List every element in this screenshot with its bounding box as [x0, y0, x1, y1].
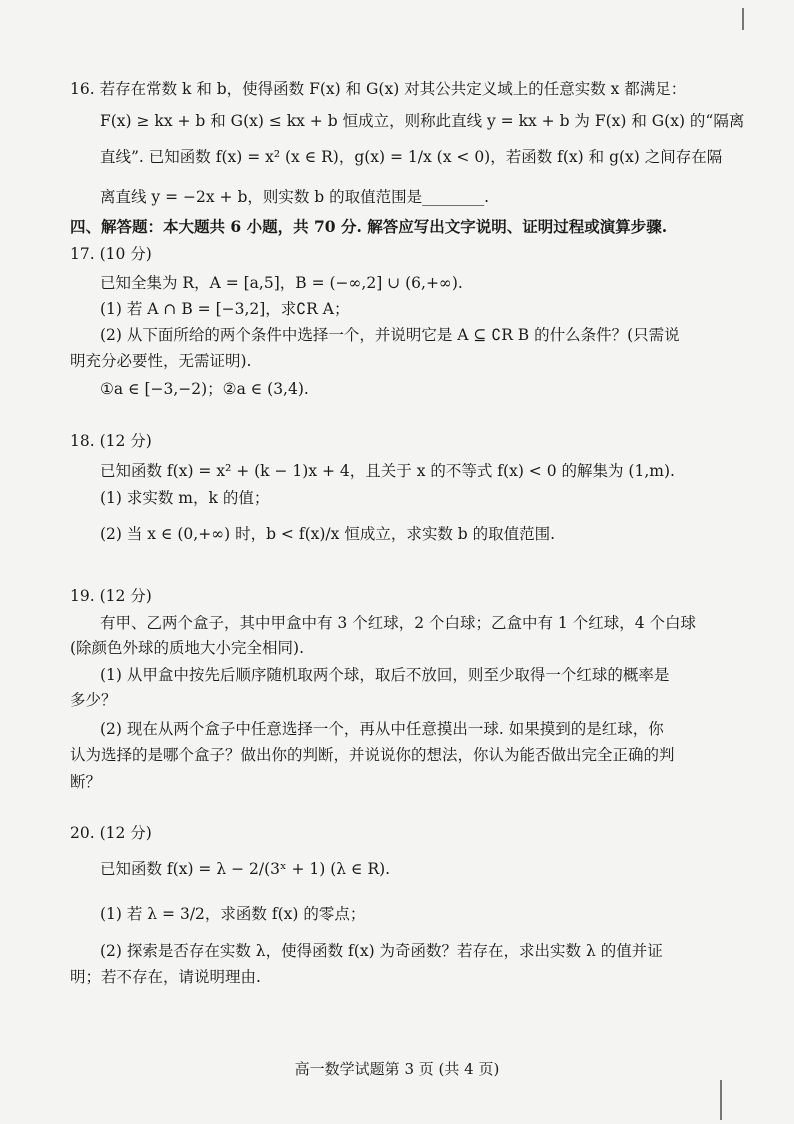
page-footer: 高一数学试题第 3 页 (共 4 页)	[294, 1060, 500, 1078]
q17-line-1: 已知全集为 R，A = [a,5]，B = (−∞,2] ∪ (6,+∞).	[100, 274, 463, 292]
q17-heading: 17. (10 分)	[70, 245, 152, 263]
q16-line-1: 16. 若存在常数 k 和 b，使得函数 F(x) 和 G(x) 对其公共定义域上的任意实数 x 都满足：	[70, 80, 687, 98]
q19-heading: 19. (12 分)	[70, 587, 152, 605]
q19-line-5: (2) 现在从两个盒子中任意选择一个，再从中任意摸出一球. 如果摸到的是红球，你	[100, 720, 664, 738]
q18-line-1: 已知函数 f(x) = x² + (k − 1)x + 4，且关于 x 的不等式 f(x) < 0 的解集为 (1,m).	[100, 462, 675, 480]
q20-line-3: (2) 探索是否存在实数 λ，使得函数 f(x) 为奇函数？若存在，求出实数 λ 的值并证	[100, 942, 663, 960]
q17-line-2: (1) 若 A ∩ B = [−3,2]，求∁R A；	[100, 300, 350, 318]
q20-line-2: (1) 若 λ = 3/2，求函数 f(x) 的零点；	[100, 905, 366, 923]
q18-heading: 18. (12 分)	[70, 432, 152, 450]
q19-line-3: (1) 从甲盒中按先后顺序随机取两个球，取后不放回，则至少取得一个红球的概率是	[100, 666, 670, 684]
q18-line-3: (2) 当 x ∈ (0,+∞) 时，b < f(x)/x 恒成立，求实数 b 的取值范围.	[100, 525, 556, 543]
q17-line-3: (2) 从下面所给的两个条件中选择一个，并说明它是 A ⊆ ∁R B 的什么条件？(只需说	[100, 326, 680, 344]
q19-line-4: 多少？	[70, 691, 117, 709]
scan-mark-bottom	[720, 1080, 722, 1120]
q19-line-2: (除颜色外球的质地大小完全相同).	[70, 639, 305, 657]
q19-line-6: 认为选择的是哪个盒子？做出你的判断，并说说你的想法，你认为能否做出完全正确的判	[70, 746, 675, 764]
q20-heading: 20. (12 分)	[70, 824, 152, 842]
q16-line-2: F(x) ≥ kx + b 和 G(x) ≤ kx + b 恒成立，则称此直线 y = kx + b 为 F(x) 和 G(x) 的“隔离	[100, 112, 745, 130]
q17-line-5: ①a ∈ [−3,−2)；②a ∈ (3,4).	[100, 380, 309, 398]
q17-line-4: 明充分必要性，无需证明).	[70, 352, 252, 370]
q20-line-4: 明；若不存在，请说明理由.	[70, 968, 261, 986]
q19-line-7: 断？	[70, 773, 102, 791]
q16-line-4: 离直线 y = −2x + b，则实数 b 的取值范围是________.	[100, 188, 490, 206]
section-heading: 四、解答题：本大题共 6 小题，共 70 分. 解答应写出文字说明、证明过程或演算步骤.	[70, 217, 668, 236]
q20-line-1: 已知函数 f(x) = λ − 2/(3ˣ + 1) (λ ∈ R).	[100, 860, 391, 878]
scan-mark-top	[742, 8, 744, 30]
q19-line-1: 有甲、乙两个盒子，其中甲盒中有 3 个红球，2 个白球；乙盒中有 1 个红球，4 个白球	[100, 614, 697, 632]
q16-line-3: 直线”. 已知函数 f(x) = x² (x ∈ R)，g(x) = 1/x (x < 0)，若函数 f(x) 和 g(x) 之间存在隔	[100, 148, 723, 166]
q18-line-2: (1) 求实数 m，k 的值；	[100, 489, 270, 507]
